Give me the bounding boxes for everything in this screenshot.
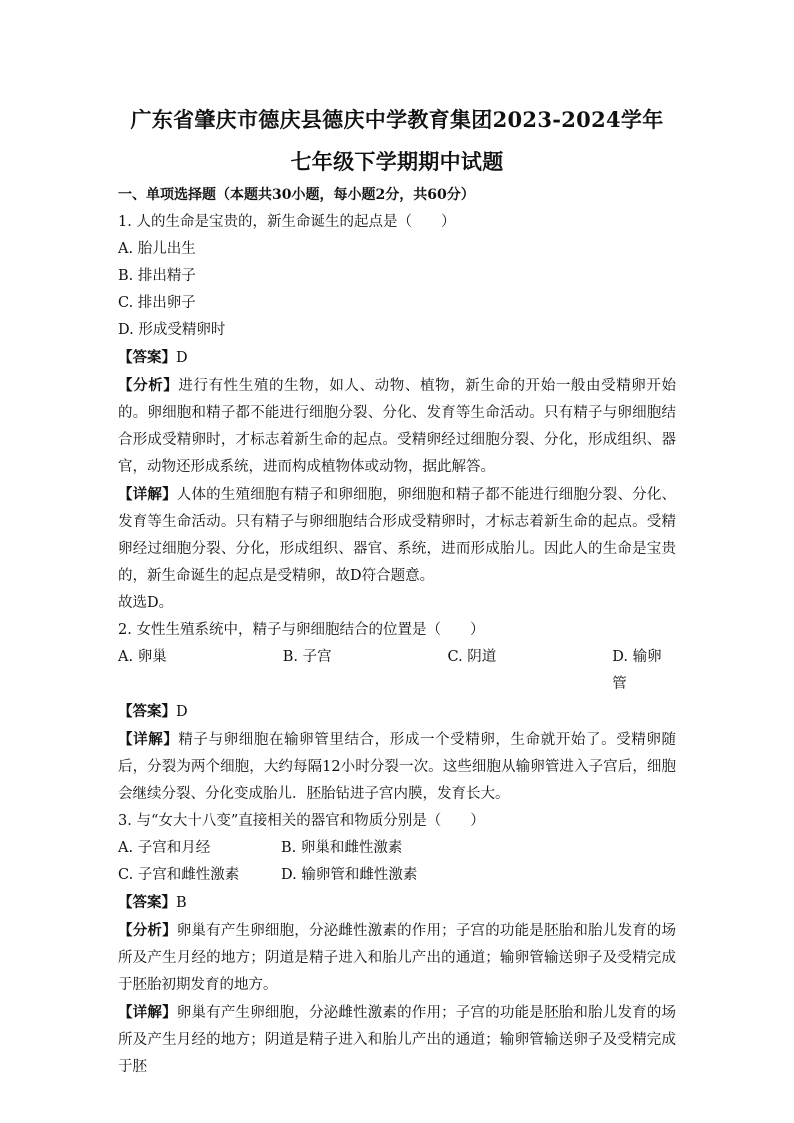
analysis-text: 进行有性生殖的生物，如人、动物、植物，新生命的开始一般由受精卵开始的。卵细胞和精子都不能进行细胞分裂、分化、发育等生命活动。只有精子与卵细胞结合形成受精卵时，才标志着新生命的起点。受精卵经过细胞分裂、分化，形成组织、器官，动物还形成系统，进而构成植物体或动物，据此解答。 — [118, 378, 676, 475]
option-a: A. 子宫和月经 — [118, 840, 211, 856]
options-row-1 — [118, 835, 676, 862]
option-a: A. 卵巢 — [118, 649, 167, 665]
detail-tag: 【详解】 — [118, 486, 177, 503]
option-a: A. 胎儿出生 — [118, 241, 196, 257]
answer-value: B — [176, 895, 187, 911]
options-row-2 — [118, 862, 676, 889]
analysis-paragraph — [118, 917, 676, 999]
detail-text: 精子与卵细胞在输卵管里结合，形成一个受精卵，生命就开始了。受精卵随后，分裂为两个细胞，大约每隔12小时分裂一次。这些细胞从输卵管进入子宫后，细胞会继续分裂、分化变成胎儿．胚胎钻进子宫内膜，发育长大。 — [118, 732, 676, 802]
answer-line — [118, 698, 676, 726]
option-b: B. 子宫 — [282, 649, 332, 665]
detail-text: 卵巢有产生卵细胞，分泌雌性激素的作用；子宫的功能是胚胎和胎儿发育的场所及产生月经的地方；阴道是精子进入和胎儿产出的通道；输卵管输送卵子及受精完成于胚 — [118, 1005, 677, 1075]
question-stem: 3. 与“女大十八变”直接相关的器官和物质分别是（ ） — [118, 813, 485, 829]
answer-line — [118, 344, 676, 372]
detail-text: 人体的生殖细胞有精子和卵细胞，卵细胞和精子都不能进行细胞分裂、分化、发育等生命活动。只有精子与卵细胞结合形成受精卵时，才标志着新生命的起点。受精卵经过细胞分裂、分化，形成组织、器官、系统，进而形成胎儿。因此人的生命是宝贵的，新生命诞生的起点是受精卵，故D符合题意。 — [118, 487, 677, 584]
analysis-tag: 【分析】 — [118, 377, 179, 394]
detail-paragraph — [118, 726, 676, 808]
option-b: B. 卵巢和雌性激素 — [281, 840, 403, 856]
answer-line — [118, 889, 676, 917]
detail-tag: 【详解】 — [118, 731, 179, 748]
question-stem: 1. 人的生命是宝贵的，新生命诞生的起点是（ ） — [118, 214, 456, 230]
options-row — [118, 644, 676, 698]
detail-paragraph — [118, 481, 676, 590]
question-2 — [118, 617, 676, 808]
option-c: C. 排出卵子 — [118, 295, 196, 311]
option-b: B. 排出精子 — [118, 268, 196, 284]
option-d: D. 输卵管 — [612, 649, 662, 692]
document-title-line-2: 七年级下学期期中试题 — [290, 149, 504, 174]
analysis-text: 卵巢有产生卵细胞，分泌雌性激素的作用；子宫的功能是胚胎和胎儿发育的场所及产生月经的地方；阴道是精子进入和胎儿产出的通道；输卵管输送卵子及受精完成于胚胎初期发育的地方。 — [118, 923, 677, 993]
section-header: 一、单项选择题（本题共30小题，每小题2分，共60分） — [118, 187, 475, 203]
option-c: C. 子宫和雌性激素 — [118, 867, 240, 883]
detail-paragraph — [118, 999, 676, 1081]
analysis-tag: 【分析】 — [118, 922, 177, 939]
conclusion: 故选D。 — [118, 595, 174, 611]
answer-value: D — [176, 350, 188, 366]
option-c: C. 阴道 — [447, 649, 497, 665]
answer-value: D — [176, 704, 188, 720]
question-1 — [118, 209, 676, 617]
question-stem: 2. 女性生殖系统中，精子与卵细胞结合的位置是（ ） — [118, 622, 485, 638]
answer-tag: 【答案】 — [118, 349, 176, 366]
document-title-line-1: 广东省肇庆市德庆县德庆中学教育集团2023-2024学年 — [130, 107, 664, 132]
analysis-paragraph — [118, 372, 676, 481]
answer-tag: 【答案】 — [118, 894, 176, 911]
option-d: D. 形成受精卵时 — [118, 322, 226, 338]
question-3 — [118, 808, 676, 1081]
answer-tag: 【答案】 — [118, 703, 176, 720]
option-d: D. 输卵管和雌性激素 — [281, 867, 418, 883]
detail-tag: 【详解】 — [118, 1004, 177, 1021]
